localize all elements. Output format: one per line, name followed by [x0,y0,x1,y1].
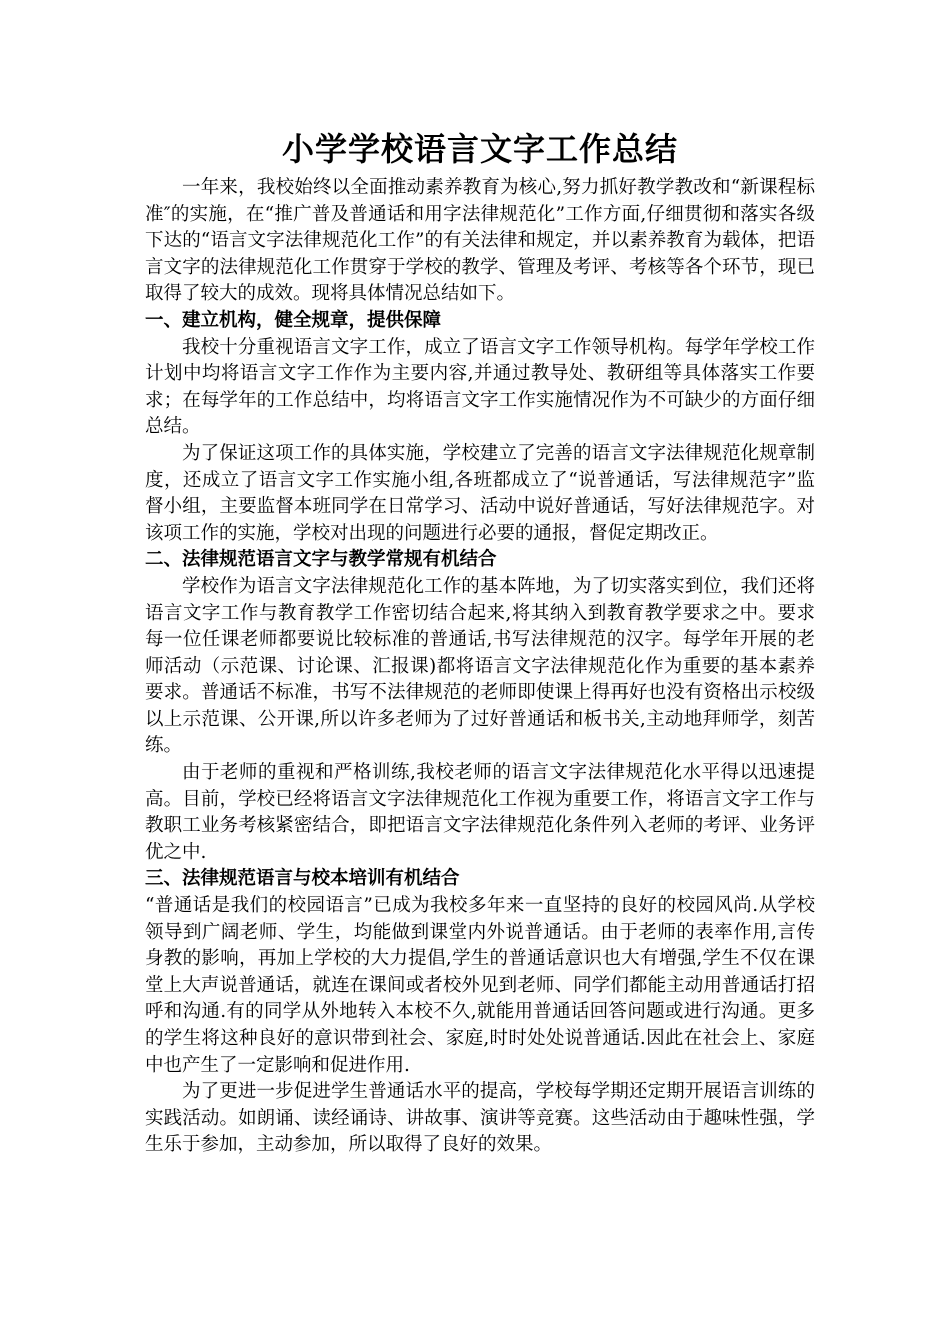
document-page [145,127,815,1159]
section-2-heading: 二、法律规范语言文字与教学常规有机结合 [145,549,497,571]
section-3-paragraph-2: 为了更进一步促进学生普通话水平的提高，学校每学期还定期开展语言训练的实践活动。如朗诵、读经诵诗、讲故事、演讲等竞赛。这些活动由于趣味性强，学生乐于参加，主动参加，所以取得了良好的效果。 [145,1081,815,1156]
intro-paragraph: 一年来，我校始终以全面推动素养教育为核心,努力抓好教学教改和“新课程标准″的实施，在“推广普及普通话和用字法律规范化”工作方面,仔细贯彻和落实各级下达的“语言文字法律规范化工作”的有关法律和规定，并以素养教育为载体，把语言文字的法律规范化工作贯穿于学校的教学、管理及考评、考核等各个环节，现已取得了较大的成效。现将具体情况总结如下。 [145,177,815,305]
section-2-paragraph-1: 学校作为语言文字法律规范化工作的基本阵地，为了切实落实到位，我们还将语言文字工作与教育教学工作密切结合起来,将其纳入到教育教学要求之中。要求每一位任课老师都要说比较标准的普通话,书写法律规范的汉字。每学年开展的老师活动（示范课、讨论课、汇报课)都将语言文字法律规范化作为重要的基本素养要求。普通话不标准，书写不法律规范的老师即使课上得再好也没有资格出示校级以上示范课、公开课,所以许多老师为了过好普通话和板书关,主动地拜师学，刻苦练。 [145,575,815,757]
section-1-paragraph-2: 为了保证这项工作的具体实施，学校建立了完善的语言文字法律规范化规章制度，还成立了语言文字工作实施小组,各班都成立了“说普通话，写法律规范字”监督小组，主要监督本班同学在日常学习、活动中说好普通话，写好法律规范字。对该项工作的实施，学校对出现的问题进行必要的通报，督促定期改正。 [145,442,815,544]
section-3-heading: 三、法律规范语言与校本培训有机结合 [145,868,460,890]
section-1-paragraph-1: 我校十分重视语言文字工作，成立了语言文字工作领导机构。每学年学校工作计划中均将语言文字工作作为主要内容,并通过教导处、教研组等具体落实工作要求；在每学年的工作总结中，均将语言文字工作实施情况作为不可缺少的方面仔细总结。 [145,336,815,438]
section-1-heading: 一、建立机构，健全规章，提供保障 [145,309,442,331]
section-3-paragraph-1: “普通话是我们的校园语言”已成为我校多年来一直坚持的良好的校园风尚.从学校领导到广阔老师、学生，均能做到课堂内外说普通话。由于老师的表率作用,言传身教的影响，再加上学校的大力提倡,学生的普通话意识也大有增强,学生不仅在课堂上大声说普通话，就连在课间或者校外见到老师、同学们都能主动用普通话打招呼和沟通.有的同学从外地转入本校不久,就能用普通话回答问题或进行沟通。更多的学生将这种良好的意识带到社会、家庭,时时处处说普通话.因此在社会上、家庭中也产生了一定影响和促进作用. [145,895,815,1076]
section-2-paragraph-2: 由于老师的重视和严格训练,我校老师的语言文字法律规范化水平得以迅速提高。目前，学校已经将语言文字法律规范化工作视为重要工作，将语言文字工作与教职工业务考核紧密结合，即把语言文字法律规范化条件列入老师的考评、业务评优之中. [145,762,815,863]
document-title: 小学学校语言文字工作总结 [281,130,678,168]
